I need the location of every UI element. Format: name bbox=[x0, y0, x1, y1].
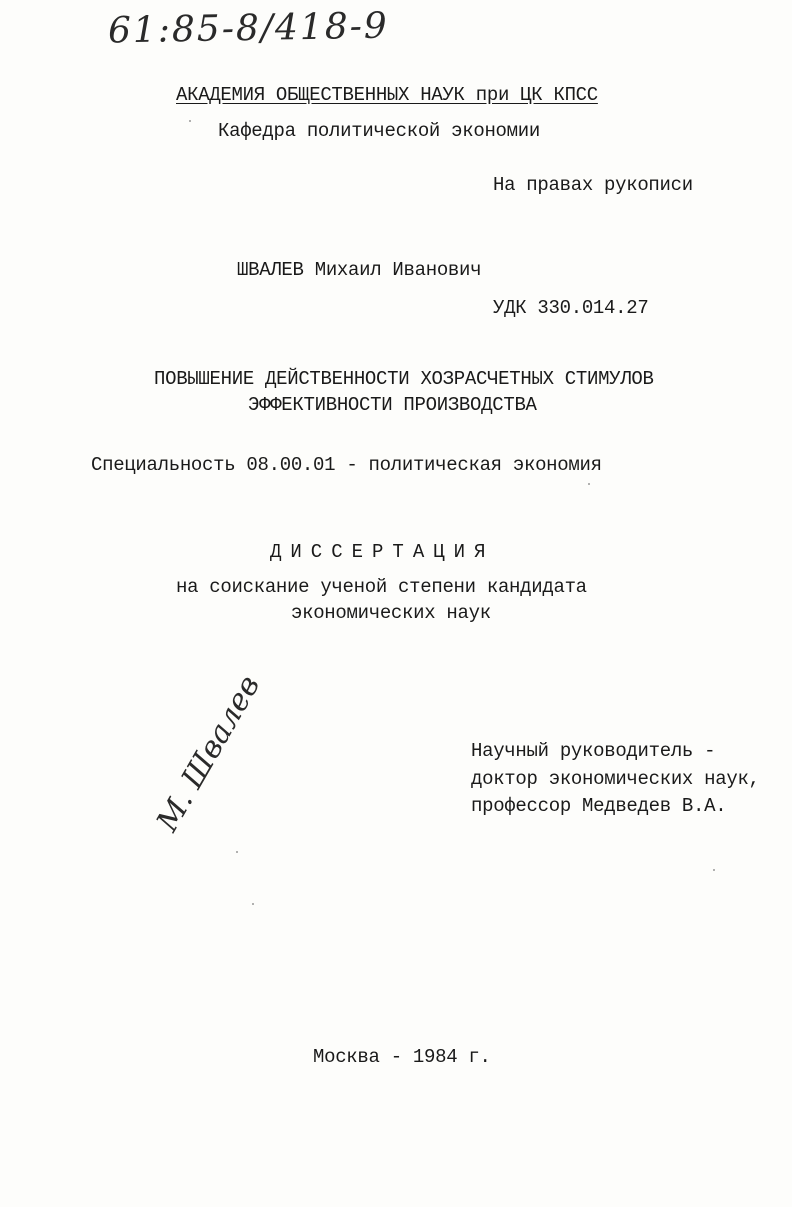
academy-name: АКАДЕМИЯ ОБЩЕСТВЕННЫХ НАУК при ЦК КПСС bbox=[176, 84, 598, 106]
paper-speck bbox=[189, 120, 191, 122]
degree-line-1: на соискание ученой степени кандидата bbox=[176, 576, 587, 598]
author-name: ШВАЛЕВ Михаил Иванович bbox=[237, 259, 482, 281]
paper-speck bbox=[252, 903, 254, 905]
handwritten-signature: М. Швалев bbox=[150, 669, 268, 838]
supervisor-line-2: доктор экономических наук, bbox=[471, 768, 760, 790]
thesis-title-line-2: ЭФФЕКТИВНОСТИ ПРОИЗВОДСТВА bbox=[248, 394, 537, 416]
paper-speck bbox=[236, 851, 238, 853]
supervisor-line-1: Научный руководитель - bbox=[471, 740, 716, 762]
document-type-heading: ДИССЕРТАЦИЯ bbox=[270, 541, 495, 563]
department-name: Кафедра политической экономии bbox=[218, 120, 540, 142]
archive-number-handwritten: 61:85-8/418-9 bbox=[107, 5, 390, 52]
paper-speck bbox=[588, 483, 590, 485]
udk-code: УДК 330.014.27 bbox=[493, 297, 649, 319]
manuscript-rights-note: На правах рукописи bbox=[493, 174, 693, 196]
speciality-line: Специальность 08.00.01 - политическая экономия bbox=[91, 454, 602, 476]
paper-speck bbox=[713, 869, 715, 871]
supervisor-line-3: профессор Медведев В.А. bbox=[471, 795, 727, 817]
degree-line-2: экономических наук bbox=[291, 602, 491, 624]
place-and-year: Москва - 1984 г. bbox=[313, 1046, 491, 1068]
signature-wrapper bbox=[150, 669, 268, 838]
thesis-title-line-1: ПОВЫШЕНИЕ ДЕЙСТВЕННОСТИ ХОЗРАСЧЕТНЫХ СТИМУЛОВ bbox=[154, 368, 654, 390]
